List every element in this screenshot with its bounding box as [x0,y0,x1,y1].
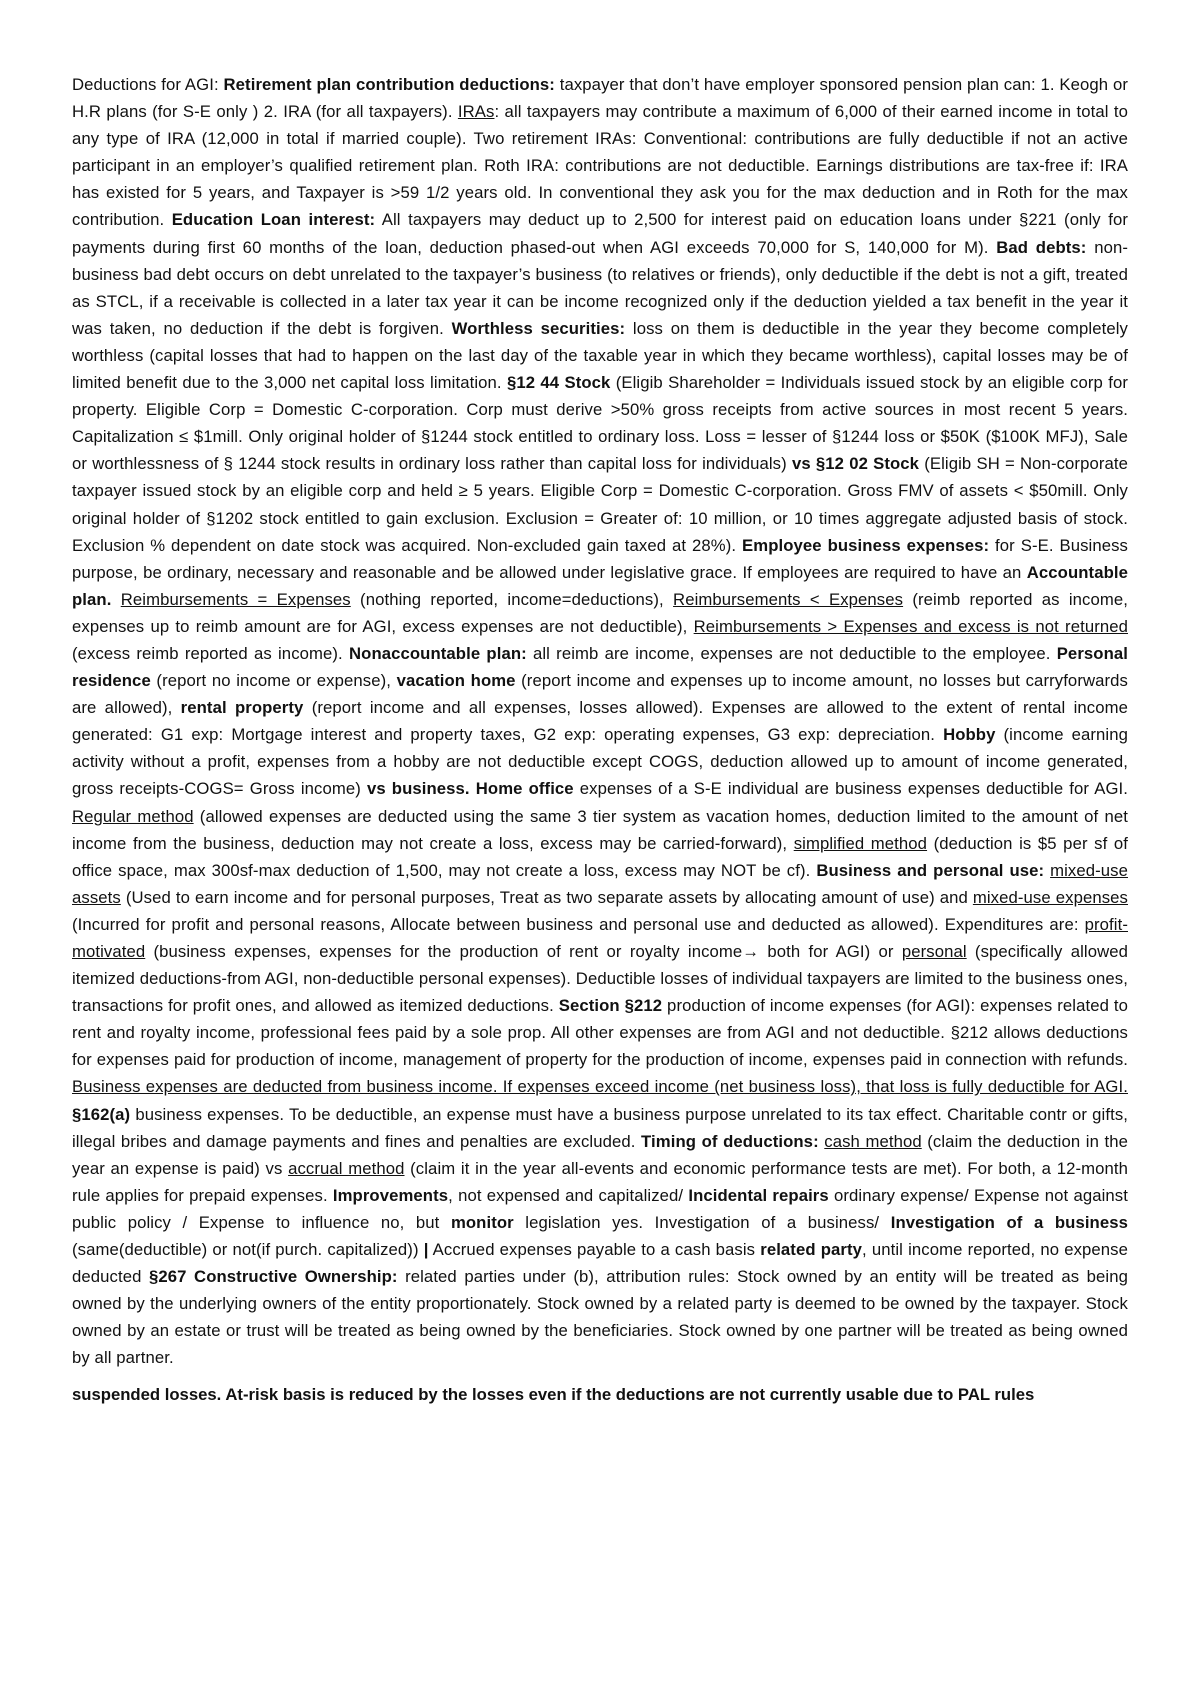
text-segment: for S-E. Business purpose, be ordinary, necessary and reasonable and be allowed under legislative grace. If employees are required to have an [72,535,1128,582]
text-segment: (report income and all expenses, losses allowed). Expenses are allowed to the extent of rental income generated: G1 exp: Mortgage interest and property taxes, G2 exp: operating expenses, G3 exp: depreciation. [72,698,1128,745]
text-segment: (report income and expenses up to income amount, no losses but carryforwards are allowed), [72,671,1128,718]
text-segment: business expenses. To be deductible, an expense must have a business purpose unrelated to its tax effect. Charitable contr or gifts, illegal bribes and damage payments and fines and penalties are excluded. [72,1104,1128,1151]
text-segment: (claim the deduction in the year an expense is paid) vs [72,1131,1128,1178]
text-segment: , until income reported, no expense deducted [72,1240,1128,1287]
underlined-term: Regular method [72,806,194,826]
bold-term: Accountable plan. [72,562,1128,609]
bold-term: Nonaccountable plan: [349,643,527,663]
text-segment: (same(deductible) or not(if purch. capitalized)) [72,1240,424,1260]
text-segment: (business expenses, expenses for the production of rent or royalty income→ both for AGI) or [145,942,902,961]
underlined-term: mixed-use assets [72,860,1128,907]
bold-term: vacation home [396,671,516,691]
underlined-term: mixed-use expenses [972,887,1128,907]
bold-term: §12 44 Stock [506,373,611,393]
text-segment: : all taxpayers may contribute a maximum of 6,000 of their earned income in total to any type of IRA (12,000 in total if married couple). Two retirement IRAs: Conventional: contributions are fully deductible if not an active participant in an employer’s qualified retirement plan. Roth IRA: contributions are not deductible. Earnings distributions are tax-free if: IRA has existed for 5 years, and Taxpayer is >59 1/2 years old. In conventional they ask you for the max deduction and in Roth for the max contribution. [72,102,1128,230]
text-segment: , not expensed and capitalized/ [448,1185,689,1205]
underlined-term: profit-motivated [72,914,1128,961]
bold-term: monitor [450,1212,514,1232]
underlined-term: accrual method [288,1158,405,1178]
bold-term: | [423,1240,429,1260]
underlined-term: Reimbursements > Expenses and excess is not returned [693,616,1128,636]
bold-term: Retirement plan contribution deductions: [223,75,555,94]
text-segment: non-business bad debt occurs on debt unrelated to the taxpayer’s business (to relatives or friends), only deductible if the debt is not a gift, treated as STCL, if a receivable is collected in a later tax year it can be income recognized only if the deduction yielded a tax benefit in the year it was taken, no deduction if the debt is forgiven. [72,237,1128,338]
text-segment: (allowed expenses are deducted using the same 3 tier system as vacation homes, deduction limited to the amount of net income from the business, deduction may not create a loss, excess may be carried-forward), [72,806,1128,853]
text-segment: (Used to earn income and for personal purposes, Treat as two separate assets by allocating amount of use) and [120,887,973,907]
text-segment: (Eligib Shareholder = Individuals issued stock by an eligible corp for property. Eligible Corp = Domestic C-corporation. Corp must derive >50% gross receipts from active sources in most recent 5 years. Capitalization ≤ $1mill. Only original holder of §1244 stock entitled to ordinary loss. Loss = lesser of §1244 loss or $50K ($100K MFJ), Sale or worthlessness of § 1244 stock results in ordinary loss rather than capital loss for individuals) [72,373,1128,474]
underlined-term: Reimbursements = Expenses [120,589,351,609]
text-segment: loss on them is deductible in the year they become completely worthless (capital losses that had to happen on the last day of the taxable year in which they became worthless), capital losses may be of limited benefit due to the 3,000 net capital loss limitation. [72,318,1128,393]
text-segment: expenses of a S-E individual are business expenses deductible for AGI. [573,779,1129,799]
text-segment: production of income expenses (for AGI): expenses related to rent and royalty income, professional fees paid by a sole prop. All other expenses are from AGI and not deductible. §212 allows deductions for expenses paid for production of income, management of property for the production of income, expenses paid in connection with refunds. [72,996,1128,1070]
bold-term: Incidental repairs [688,1185,829,1205]
text-segment: All taxpayers may deduct up to 2,500 for interest paid on education loans under §221 (only for payments during first 60 months of the loan, deduction phased-out when AGI exceeds 70,000 for S, 140,000 for M). [72,210,1128,257]
bold-term: Improvements [332,1185,449,1205]
underlined-term: personal [901,942,967,961]
bold-term: rental property [180,698,304,718]
bold-term: Section §212 [558,996,663,1016]
text-segment: (excess reimb reported as income). [72,643,349,663]
bold-term: §267 Constructive Ownership: [149,1267,398,1287]
bold-term: Business and personal use: [816,860,1045,880]
bold-term: Hobby [943,725,996,745]
bold-term: Timing of deductions: [641,1131,819,1151]
bold-term: vs business. Home office [366,779,574,799]
notes-paragraph [72,71,1128,1372]
text-segment: Accrued expenses payable to a cash basis [428,1240,761,1260]
text-segment: legislation yes. Investigation of a business/ [513,1212,891,1232]
text-segment [111,590,120,609]
bold-term: Education Loan interest: [171,210,376,230]
text-segment: (claim it in the year all-events and economic performance tests are met). For both, a 12-month rule applies for prepaid expenses. [72,1158,1128,1205]
text-segment: (deduction is $5 per sf of office space, max 300sf-max deduction of 1,500, may not create a loss, excess may NOT be cf). [72,833,1128,880]
text-segment: taxpayer that don’t have employer sponsored pension plan can: 1. Keogh or H.R plans (for S-E only ) 2. IRA (for all taxpayers). [72,75,1128,122]
text-segment: (Eligib SH = Non-corporate taxpayer issued stock by an eligible corp and held ≥ 5 years. Eligible Corp = Domestic C-corporation. Gross FMV of assets < $50mill. Only original holder of §1202 stock entitled to gain exclusion. Exclusion = Greater of: 10 million, or 10 times aggregate adjusted basis of stock. Exclusion % dependent on date stock was acquired. Non-excluded gain taxed at 28%). [72,454,1128,555]
text-segment: (specifically allowed itemized deductions-from AGI, non-deductible personal expenses). Deductible losses of individual taxpayers are limited to the business ones, transactions for profit ones, and allowed as itemized deductions. [72,942,1128,1016]
text-segment: (nothing reported, income=deductions), [350,589,674,609]
underlined-term: cash method [824,1131,922,1151]
text-segment: related parties under (b), attribution rules: Stock owned by an entity will be treated as being owned by the underlying owners of the entity proportionately. Stock owned by a related party is deemed to be owned by the taxpayer. Stock owned by an estate or trust will be treated as being owned by the beneficiaries. Stock owned by one partner will be treated as being owned by all partner. [72,1267,1128,1368]
text-segment: ordinary expense/ Expense not against public policy / Expense to influence no, but [72,1185,1128,1232]
bold-term: Bad debts: [996,237,1087,257]
bold-term: related party [760,1240,863,1260]
underlined-term: Reimbursements < Expenses [673,589,904,609]
text-segment: (report no income or expense), [150,671,397,691]
bold-term: Worthless securities: [451,318,626,338]
text-segment: Deductions for AGI: [72,75,224,94]
closing-paragraph: suspended losses. At-risk basis is reduced by the losses even if the deductions are not currently usable due to PAL rules [72,1384,1035,1404]
text-segment: (income earning activity without a profit, expenses from a hobby are not deductible except COGS, deduction allowed up to amount of income generated, gross receipts-COGS= Gross income) [72,725,1128,799]
bold-term: Investigation of a business [890,1212,1128,1232]
underlined-term: IRAs [457,102,495,122]
underlined-term: Business expenses are deducted from business income. If expenses exceed income (net business loss), that loss is fully deductible for AGI. [72,1077,1128,1097]
text-segment: (reimb reported as income, expenses up to reimb amount are for AGI, excess expenses are not deductible), [72,589,1128,636]
bold-term: Employee business expenses: [742,535,990,555]
bold-term: Personal residence [72,643,1128,691]
bold-term: §162(a) [72,1104,131,1124]
text-segment: all reimb are income, expenses are not deductible to the employee. [526,643,1057,663]
underlined-term: simplified method [793,833,928,853]
text-segment: (Incurred for profit and personal reasons, Allocate between business and personal use and deducted as allowed). Expenditures are: [72,914,1085,934]
bold-term: vs §12 02 Stock [791,454,920,474]
